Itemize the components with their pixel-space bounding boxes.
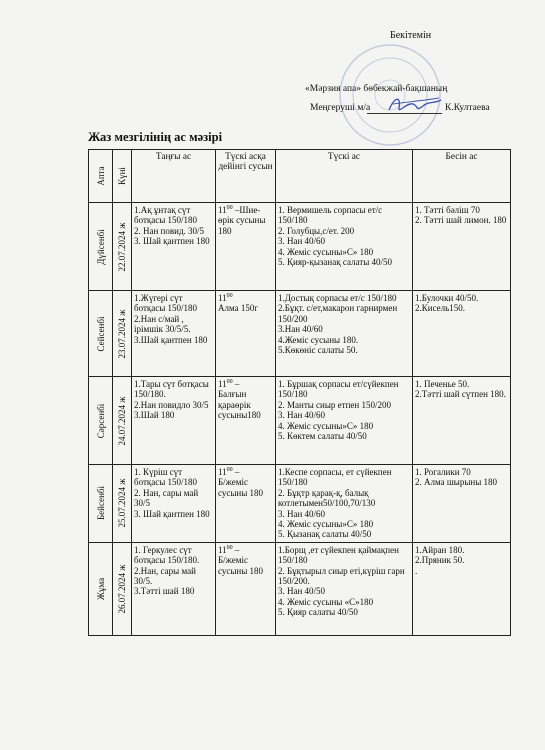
- table-row: [89, 465, 511, 543]
- col-lunch: Түскі ас: [276, 150, 413, 203]
- menu-item: 4. Жеміс сусыны»С» 180: [278, 519, 374, 530]
- kindergarten-name: «Мәрзия апа» бөбекжай-бақшаның: [305, 84, 448, 94]
- menu-item: 2. Бұқтырыл сиыр еті,күріш гарн 150/200.: [278, 565, 405, 587]
- afternoon-cell: [413, 377, 511, 465]
- snack-time: $11^{00}$: [218, 293, 233, 303]
- menu-item: 5. Көктем салаты 40/50: [278, 431, 367, 442]
- col-day: Күні: [113, 150, 132, 203]
- snack-cell: [216, 203, 276, 291]
- menu-item: 1. Бұршақ сорпасы ет/сүйекпен 150/180: [278, 379, 399, 400]
- menu-item: 5. Қызанақ салаты 40/50: [278, 529, 372, 540]
- menu-item: 1. Күріш сүт ботқасы 150/180: [134, 467, 198, 488]
- snack-time: $11^{00}$ –: [218, 544, 240, 555]
- menu-item: 180: [218, 225, 232, 236]
- day-name: Сәрсенбі: [89, 377, 113, 465]
- menu-item: 2.Пряник 50.: [415, 555, 465, 566]
- date: 22.07.2024 ж: [113, 203, 132, 291]
- menu-item: 1.Борщ ,ет сүйекпен қаймақпен 150/180: [278, 544, 399, 566]
- menu-item: 3. Шай қантпен 180: [134, 236, 210, 247]
- menu-item: 1.Жүгері сүт ботқасы 150/180: [134, 293, 198, 314]
- breakfast-cell: [132, 377, 216, 465]
- menu-item: 4. Жеміс сусыны «С»180: [278, 596, 374, 607]
- menu-item: 3.Шай 180: [134, 410, 175, 421]
- lunch-cell: [276, 203, 413, 291]
- breakfast-cell: [132, 203, 216, 291]
- menu-item: өрік сусыны: [218, 215, 266, 226]
- snack-cell: [216, 542, 276, 635]
- menu-item: 1. Рогалики 70: [415, 467, 471, 477]
- lunch-cell: [276, 291, 413, 377]
- menu-item: 2.Бұқт. с/ет,макарон гарнирмен 150/200: [278, 303, 398, 324]
- menu-item: 4. Жеміс сусыны»С» 180: [278, 246, 374, 257]
- day-name: Жұма: [89, 542, 113, 635]
- menu-item: 1. Геркулес сүт ботқасы 150/180.: [134, 544, 200, 566]
- col-snack: Түскі асқа дейінгі сусын: [216, 150, 276, 203]
- col-week: Апта: [89, 150, 113, 203]
- snack-cell: [216, 465, 276, 543]
- menu-item: 1.Достық сорпасы ет/с 150/180: [278, 293, 397, 303]
- table-header-row: [89, 150, 511, 203]
- menu-item: 5.Көкөніс салаты 50.: [278, 345, 358, 356]
- menu-item: 1.Ақ ұнтақ сүт ботқасы 150/180: [134, 205, 198, 226]
- menu-item: 2. Алма шырыны 180: [415, 477, 498, 488]
- menu-item: 2. Бұқтр қарақ-қ, балық котлетымен50/100,70/130: [278, 487, 376, 509]
- menu-item: 3.Тәтті шай 180: [134, 586, 195, 597]
- col-breakfast: Таңғы ас: [132, 150, 216, 203]
- afternoon-cell: [413, 203, 511, 291]
- signature: [385, 92, 445, 116]
- menu-item: 2. Тәтті шай лимон. 180: [415, 215, 507, 226]
- head-name: К.Култаева: [445, 103, 490, 113]
- menu-item: 2.Нан с/май , ірімшік 30/5/5.: [134, 313, 191, 335]
- approve-label: Бекітемін: [390, 30, 432, 41]
- date: 25.07.2024 ж: [113, 465, 132, 543]
- menu-item: 1. Вермишель сорпасы ет/с 150/180: [278, 205, 383, 226]
- snack-cell: [216, 377, 276, 465]
- snack-time: $11^{00}$ –Шие-: [218, 205, 261, 215]
- menu-item: 2.Кисель150.: [415, 303, 466, 314]
- menu-item: Алма 150г: [218, 303, 259, 314]
- snack-time: $11^{00}$ –: [218, 467, 240, 477]
- afternoon-cell: [413, 465, 511, 543]
- menu-item: 3. Шай қантпен 180: [134, 508, 210, 519]
- menu-item: 2.Нан повидло 30/5: [134, 399, 209, 410]
- menu-item: 1.Булочки 40/50.: [415, 293, 479, 303]
- afternoon-cell: [413, 291, 511, 377]
- snack-time: $11^{00}$ –: [218, 379, 240, 389]
- menu-item: 2.Тәтті шай сүтпен 180.: [415, 389, 506, 400]
- lunch-cell: [276, 542, 413, 635]
- menu-item: 5. Қияр салаты 40/50: [278, 607, 358, 618]
- menu-item: .: [415, 565, 418, 576]
- menu-item: 4.Жеміс сусыны 180.: [278, 334, 359, 345]
- menu-item: 2.Нан, сары май 30/5.: [134, 565, 196, 587]
- table-row: [89, 203, 511, 291]
- menu-item: 2. Нан, сары май 30/5: [134, 487, 199, 509]
- document-header: [0, 0, 545, 144]
- afternoon-cell: [413, 542, 511, 635]
- menu-item: 1.Кеспе сорпасы, ет сүйекпен 150/180: [278, 467, 392, 488]
- head-position: Меңгеруші м/а: [310, 103, 371, 113]
- breakfast-cell: [132, 465, 216, 543]
- breakfast-cell: [132, 542, 216, 635]
- breakfast-cell: [132, 291, 216, 377]
- date: 24.07.2024 ж: [113, 377, 132, 465]
- table-row: [89, 291, 511, 377]
- day-name: Бейсенбі: [89, 465, 113, 543]
- day-name: Сейсенбі: [89, 291, 113, 377]
- menu-item: Б/жеміс сусыны 180: [218, 477, 264, 498]
- menu-item: 5. Қияр-қызанақ салаты 40/50: [278, 257, 393, 268]
- lunch-cell: [276, 465, 413, 543]
- date: 26.07.2024 ж: [113, 542, 132, 635]
- menu-item: 3.Шай қантпен 180: [134, 334, 208, 345]
- table-row: [89, 377, 511, 465]
- menu-item: Б/жеміс сусыны 180: [218, 555, 264, 576]
- menu-item: 1.Тары сүт ботқасы 150/180.: [134, 379, 209, 400]
- menu-table: [88, 149, 511, 636]
- menu-item: 4. Жеміс сусыны»С» 180: [278, 420, 374, 431]
- lunch-cell: [276, 377, 413, 465]
- menu-item: 2. Нан повид. 30/5: [134, 225, 205, 236]
- menu-item: 3. Нан 40/50: [278, 586, 326, 597]
- snack-cell: [216, 291, 276, 377]
- day-name: Дүйсенбі: [89, 203, 113, 291]
- menu-item: 1. Тәтті бәліш 70: [415, 205, 480, 215]
- menu-item: 3. Нан 40/60: [278, 508, 326, 519]
- menu-item: 1.Айран 180.: [415, 544, 465, 555]
- menu-item: 1. Печенье 50.: [415, 379, 470, 389]
- menu-item: 3.Нан 40/60: [278, 324, 323, 335]
- table-row: [89, 542, 511, 635]
- col-afternoon: Бесін ас: [413, 150, 511, 203]
- menu-item: Балғын қараөрік сусыны180: [218, 389, 261, 421]
- menu-item: 3. Нан 40/60: [278, 236, 326, 247]
- menu-item: 3. Нан 40/60: [278, 410, 326, 421]
- menu-item: 2. Манты сиыр етпен 150/200: [278, 399, 391, 410]
- page-title: Жаз мезгілінің ас мәзірі: [88, 130, 223, 144]
- date: 23.07.2024 ж: [113, 291, 132, 377]
- menu-item: 2. Голубцы,с/ет. 200: [278, 225, 355, 236]
